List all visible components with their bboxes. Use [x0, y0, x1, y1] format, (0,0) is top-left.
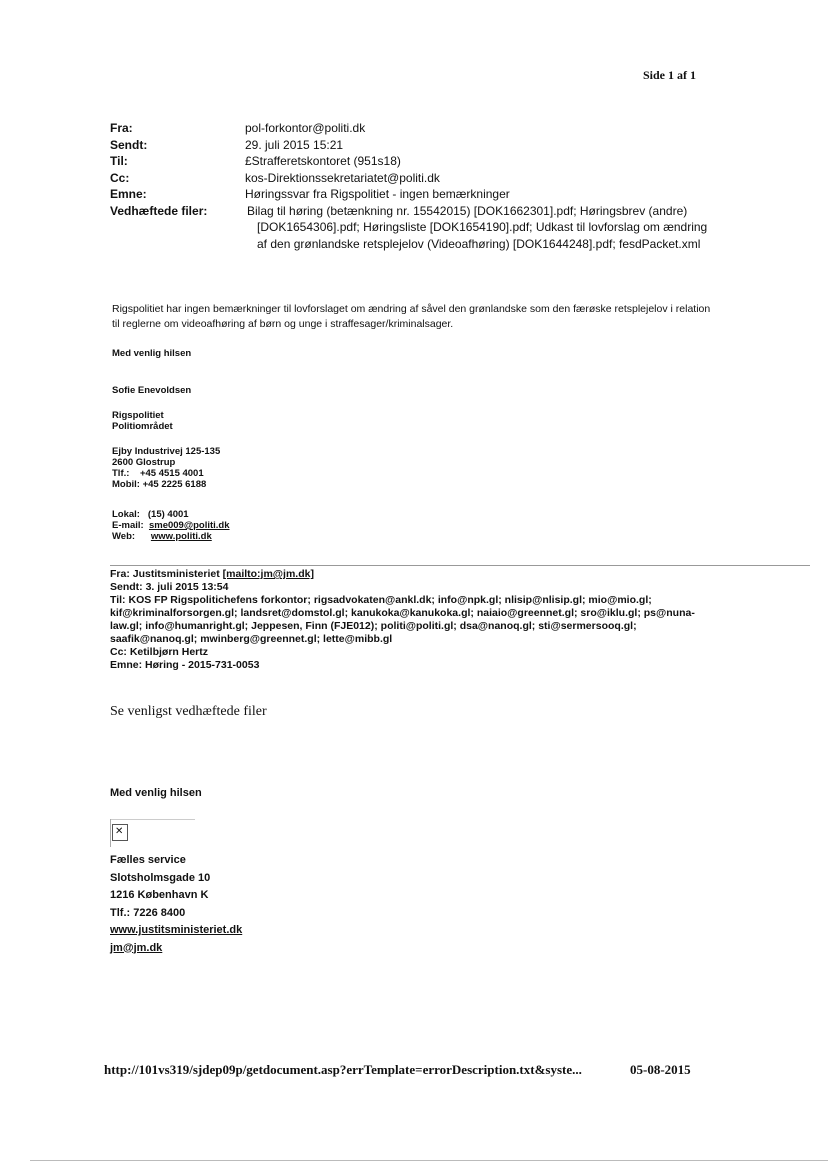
body-text: Rigspolitiet har ingen bemærkninger til lovforslaget om ændring af såvel den grønlandske som den færøske retsplejelov i relation til reglerne om videoafhøring af børn og unge i straffesager/kriminalsager. — [112, 303, 711, 330]
footer-email-link[interactable]: jm@jm.dk — [110, 941, 163, 954]
signature-org — [112, 410, 173, 432]
footer-url: http://101vs319/sjdep09p/getdocument.asp?errTemplate=errorDescription.txt&syste... — [104, 1062, 582, 1077]
footer-line3: 1216 København K — [110, 889, 209, 901]
fwd-to-link[interactable]: sro@iklu.gl; — [580, 607, 641, 619]
fwd-subject-label: Emne: — [110, 659, 143, 671]
fwd-to-plain2: Jeppesen, Finn (FJE012); — [251, 620, 378, 632]
signature-address — [112, 446, 220, 490]
cc-value: kos-Direktionssekretariatet@politi.dk — [245, 170, 440, 185]
fwd-to-link[interactable]: lette@mibb.gl — [323, 633, 393, 645]
fwd-to-link[interactable]: ps@nuna-law.gl; — [110, 607, 695, 632]
fwd-to-plain: KOS FP Rigspolitichefens forkontor; — [128, 594, 311, 606]
web-label: Web: — [112, 531, 136, 542]
fwd-to-link[interactable]: naiaio@greennet.gl; — [476, 607, 578, 619]
fwd-to-link[interactable]: mio@mio.gl; — [588, 594, 652, 606]
logo-frame-top — [110, 819, 195, 820]
page-number: Side 1 af 1 — [643, 68, 697, 82]
sent-label: Sendt: — [110, 137, 148, 152]
to-value: £Strafferetskontoret (951s18) — [245, 154, 401, 168]
fwd-to-link[interactable]: landsret@domstol.gl; — [240, 607, 349, 619]
fwd-to-link[interactable]: info@npk.gl; — [437, 594, 502, 606]
fwd-cc-value: Ketilbjørn Hertz — [129, 646, 209, 658]
mobile: Mobil: +45 2225 6188 — [112, 479, 207, 490]
footer-date: 05-08-2015 — [630, 1062, 691, 1077]
org-line2: Politiområdet — [112, 421, 173, 432]
greeting: Med venlig hilsen — [112, 348, 192, 359]
from-value: pol-forkontor@politi.dk — [245, 121, 366, 135]
fwd-sent-label: Sendt: — [110, 581, 143, 593]
email-label: E-mail: — [112, 520, 144, 531]
attachments-value[interactable]: Bilag til høring (betænkning nr. 15542015) [DOK1662301].pdf; Høringsbrev (andre) [DOK1654306].pdf; Høringsliste [DOK1654190].pdf; Udkast til lovforslag om ændring af den grønlandske retsplejelov (Videoafhøring) [DOK1644248].pdf; fesdPacket.xml — [247, 203, 708, 251]
footer-line2: Slotsholmsgade 10 — [110, 871, 211, 884]
fwd-to-link[interactable]: dsa@nanoq.gl; — [459, 620, 536, 632]
fwd-subject-value: Høring - 2015-731-0053 — [145, 659, 260, 671]
forwarded-header — [110, 568, 700, 672]
fwd-from-label: Fra: — [110, 568, 130, 580]
sent-value: 29. juli 2015 15:21 — [245, 137, 344, 152]
fwd-sent-value: 3. juli 2015 13:54 — [145, 581, 229, 593]
phone: Tlf.: +45 4515 4001 — [112, 468, 204, 479]
fwd-to-link[interactable]: politi@politi.gl; — [380, 620, 457, 632]
fwd-to-link[interactable]: nlisip@nlisip.gl; — [504, 594, 586, 606]
attachments-label: Vedhæftede filer: — [110, 203, 208, 218]
footer-signature — [110, 852, 242, 957]
broken-image-icon: ✕ — [112, 824, 128, 841]
subject-value: Høringssvar fra Rigspolitiet - ingen bemærkninger — [245, 187, 510, 201]
fwd-to-link[interactable]: sti@sermersooq.gl; — [538, 620, 637, 632]
footer-line4: Tlf.: 7226 8400 — [110, 906, 186, 919]
fwd-to-label: Til: — [110, 594, 126, 606]
addr-line1: Ejby Industrivej 125-135 — [112, 446, 221, 457]
fwd-to-link[interactable]: rigsadvokaten@ankl.dk; — [313, 594, 435, 606]
subject-label: Emne: — [110, 187, 147, 201]
org-line1: Rigspolitiet — [112, 410, 164, 421]
footer-line1: Fælles service — [110, 854, 186, 866]
local-ext: Lokal: (15) 4001 — [112, 509, 189, 520]
fwd-to-list — [110, 594, 700, 646]
web-link[interactable]: www.politi.dk — [150, 531, 212, 542]
logo-frame-left — [110, 819, 111, 847]
email-link[interactable]: sme009@politi.dk — [148, 520, 230, 531]
fwd-to-link[interactable]: mwinberg@greennet.gl; — [200, 633, 321, 645]
fwd-from-value: Justitsministeriet — [132, 568, 220, 580]
fwd-cc-label: Cc: — [110, 646, 127, 658]
signature-name: Sofie Enevoldsen — [112, 385, 192, 396]
bottom-rule — [30, 1160, 828, 1161]
greeting-2: Med venlig hilsen — [110, 787, 202, 799]
footer-web-link[interactable]: www.justitsministeriet.dk — [110, 924, 243, 936]
fwd-to-link[interactable]: kanukoka@kanukoka.gl; — [351, 607, 474, 619]
divider — [110, 565, 810, 566]
cc-label: Cc: — [110, 170, 130, 185]
body-text-2: Se venligst vedhæftede filer — [110, 704, 267, 719]
to-label: Til: — [110, 154, 128, 168]
fwd-mailto-link[interactable]: [mailto:jm@jm.dk] — [222, 568, 314, 580]
addr-line2: 2600 Glostrup — [112, 457, 176, 468]
fwd-to-link[interactable]: info@humanright.gl; — [145, 620, 249, 632]
signature-contact — [112, 509, 230, 542]
email-header — [110, 120, 710, 252]
fwd-to-link[interactable]: kif@kriminalforsorgen.gl; — [110, 607, 238, 619]
from-label: Fra: — [110, 121, 133, 135]
fwd-to-link[interactable]: saafik@nanoq.gl; — [110, 633, 198, 645]
